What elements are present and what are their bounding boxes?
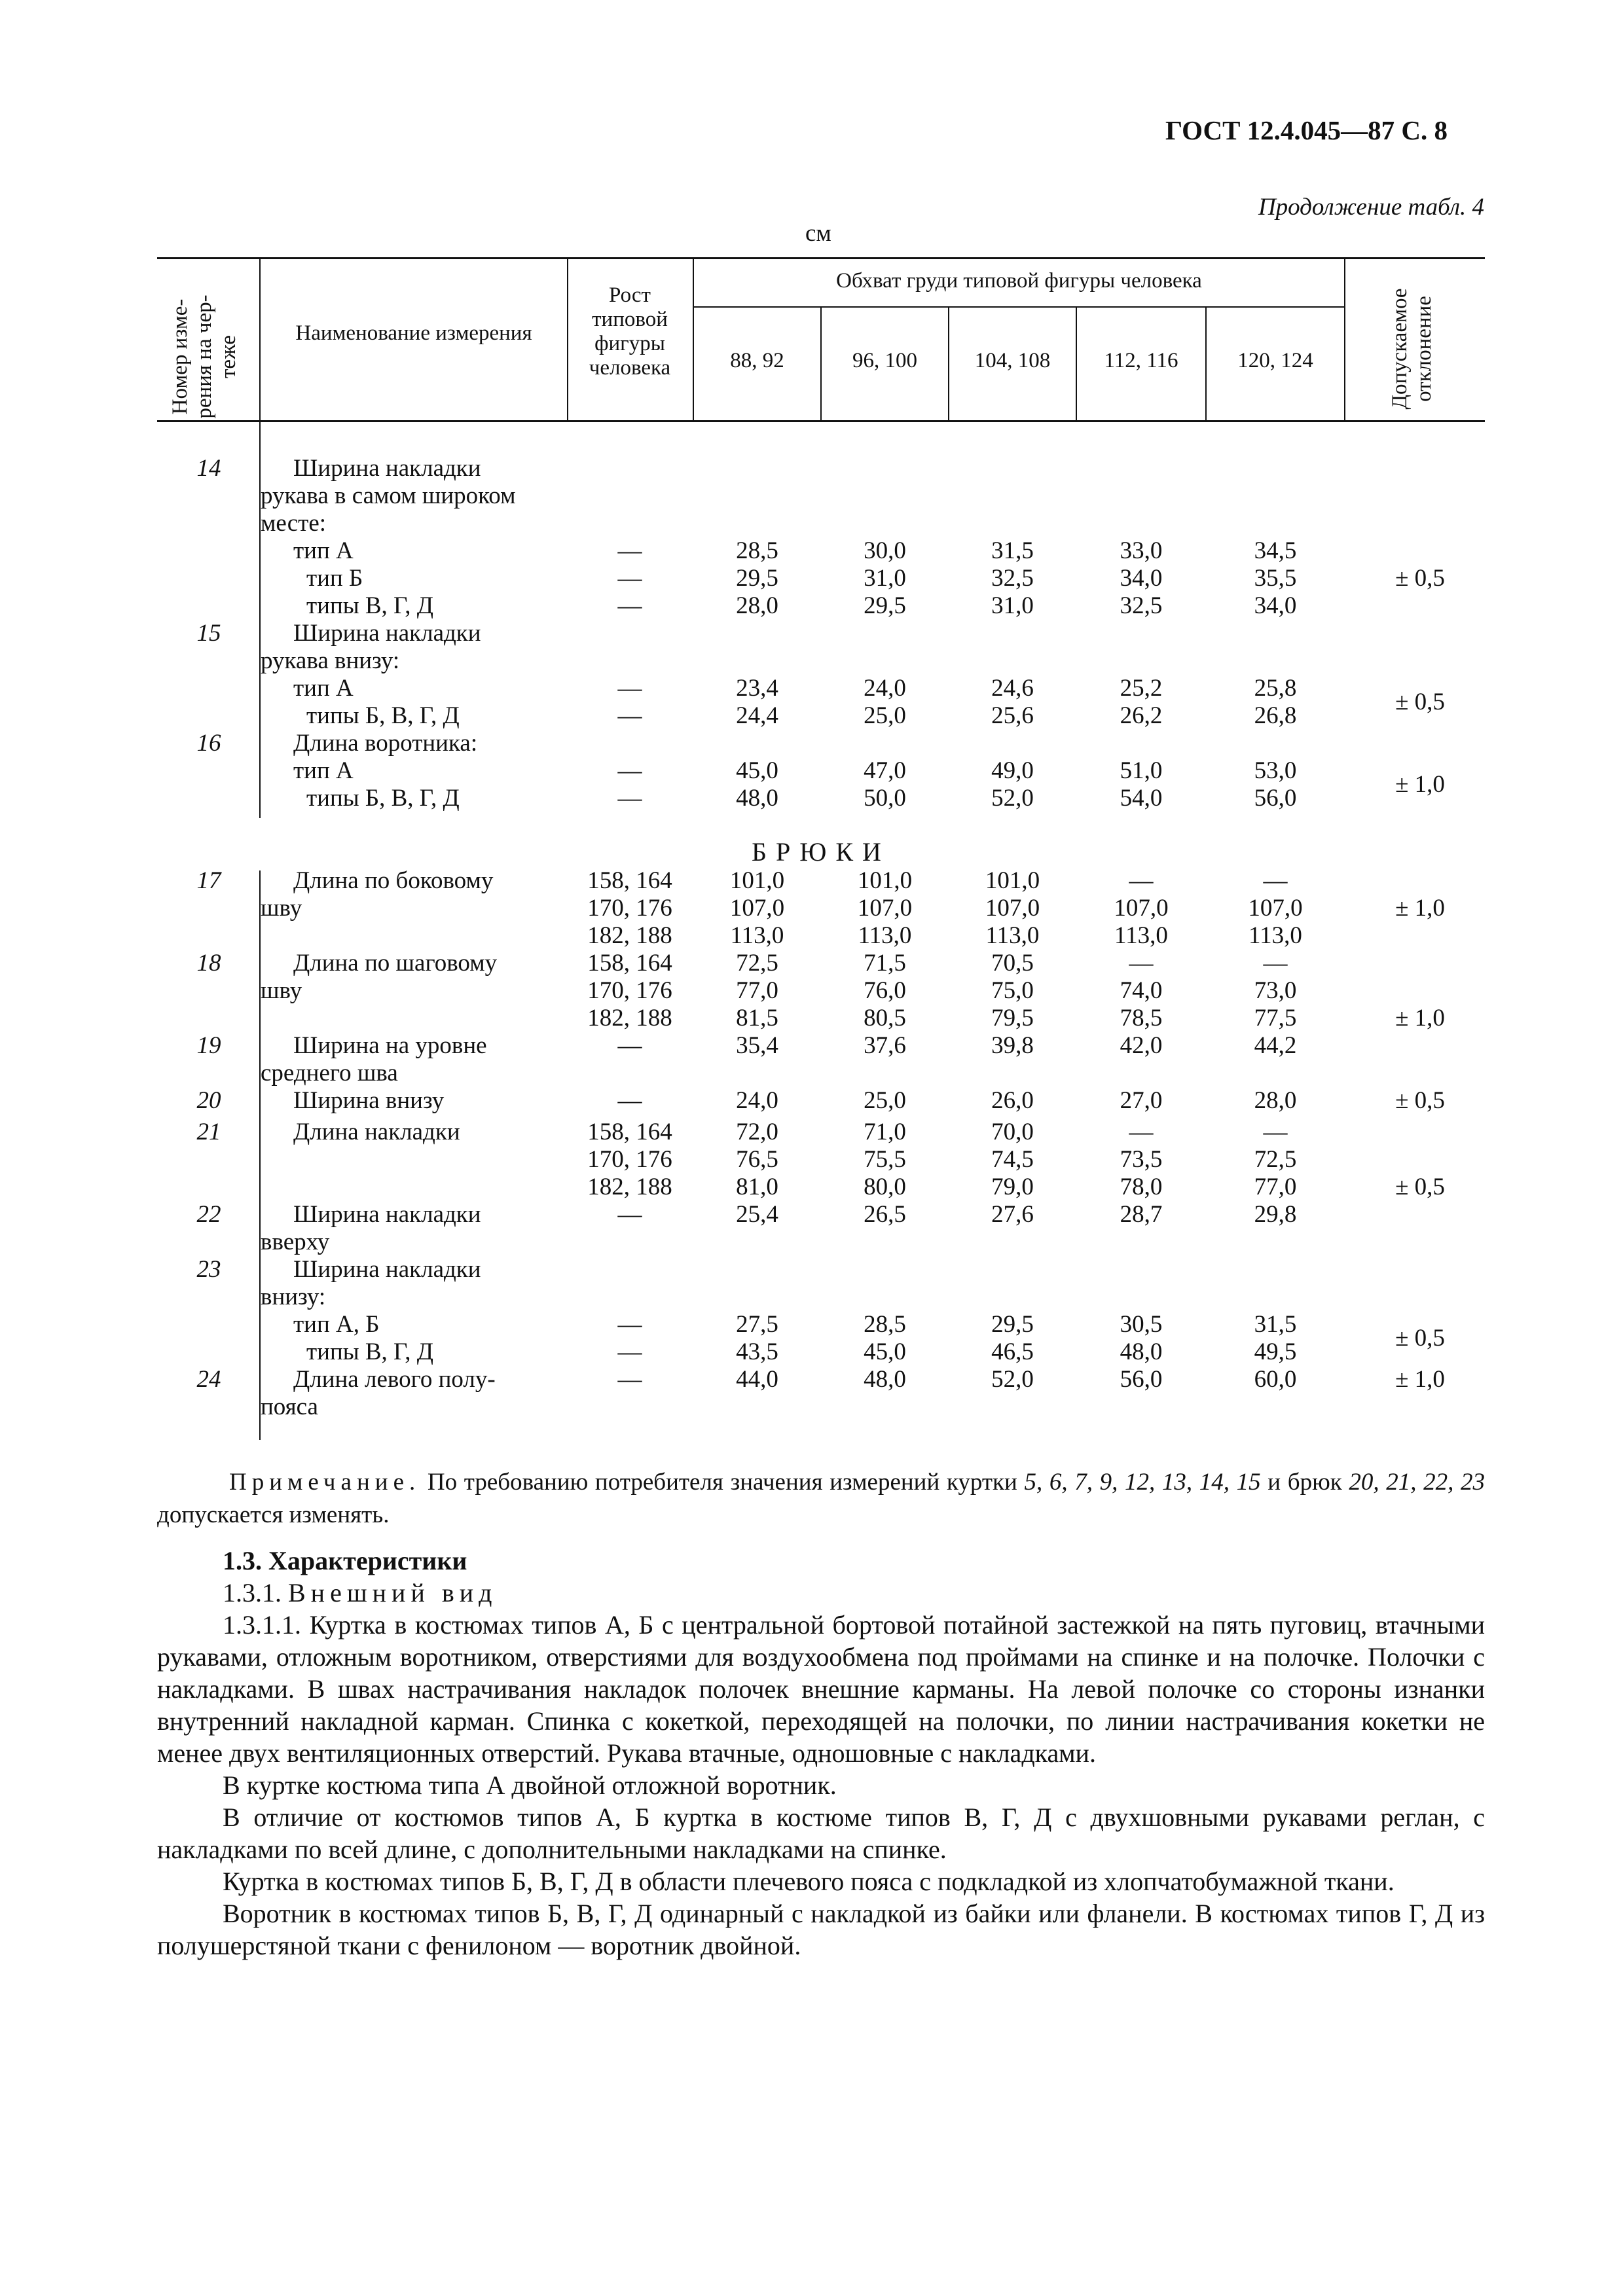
chest-size-4: 112, 116 [1104,349,1178,372]
paragraph: В отличие от костюмов типов А, Б куртка в костюме типов В, Г, Д с двухшовными рукавами реглан, с накладками по всей длине, с дополнительными накладками на спинке. [157,1803,1485,1864]
table-continuation: Продолжение табл. 4 [1258,194,1484,221]
paragraph: Воротник в костюмах типов Б, В, Г, Д одинарный с накладкой из байки или фланели. В костюмах типов Г, Д из полушерстяной ткани с фенилоном — воротник двойной. [157,1899,1485,1960]
chest-size-3: 104, 108 [974,349,1051,372]
col-name-header: Наименование измерения [295,321,532,345]
col-deviation-header: Допускаемое отклонение [1388,288,1436,410]
paragraph: Куртка в костюмах типов Б, В, Г, Д в области плечевого пояса с подкладкой из хлопчатобумажной ткани. [223,1867,1395,1896]
section-trousers: БРЮКИ [752,837,890,867]
table-note: Примечание. По требованию потребителя значения измерений куртки 5, 6, 7, 9, 12, 13, 14, 15 и брюк 20, 21, 22, 23 допускается изменять. [157,1469,1485,1528]
paragraph: 1.3.1.1. Куртка в костюмах типов А, Б с центральной бортовой потайной застежкой на пять пуговиц, втачными рукавами, отложным воротником, отверстиями для воздухообмена под проймами на спинке и на полочке. Полочки с накладками. В швах настрачивания накладок полочек внешние карманы. На левой полочке со стороны изнанки внутренний накладной карман. Спинка с кокеткой, переходящей на полочки, по линии настрачивания кокетки не менее двух вентиляционных отверстий. Рукава втачные, одношовные с накладками. [157,1610,1485,1768]
chest-size-2: 96, 100 [852,349,917,372]
page-header: ГОСТ 12.4.045—87 С. 8 [1165,115,1448,145]
section-subtitle: 1.3.1. Внешний вид [223,1578,498,1607]
col-number-header: Номер изме- рения на чер- теже [168,295,240,419]
chest-size-5: 120, 124 [1237,349,1313,372]
col-height-header: Рост типовой фигуры человека [589,283,671,380]
section-characteristics [157,1545,1485,1962]
col-chest-header: Обхват груди типовой фигуры человека [836,269,1202,293]
unit-label: см [805,220,831,247]
section-title: 1.3. Характеристики [223,1546,467,1575]
paragraph: В куртке костюма типа А двойной отложной воротник. [223,1770,837,1800]
table-header [157,257,1485,422]
chest-size-1: 88, 92 [730,349,784,372]
